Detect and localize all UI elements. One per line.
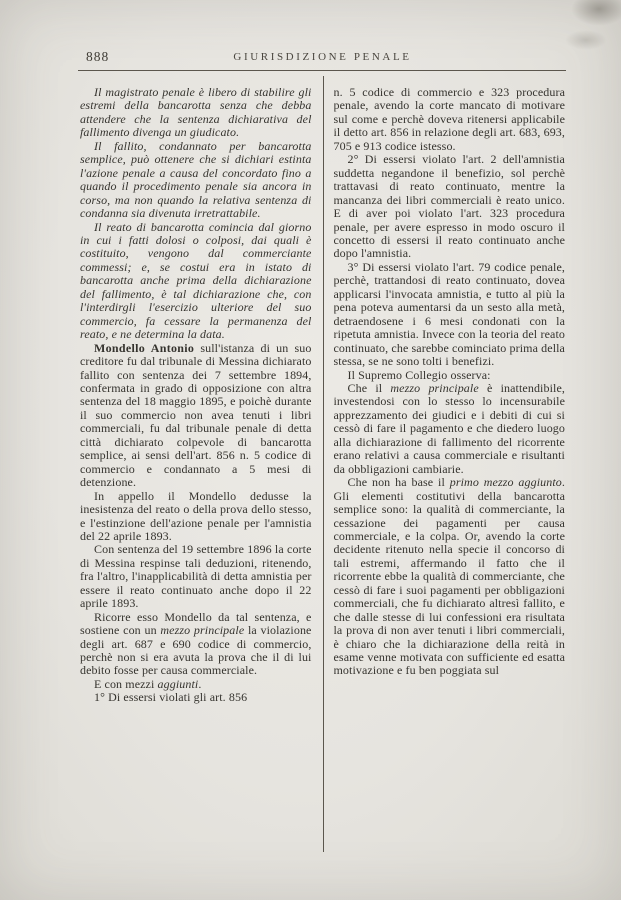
text-columns — [80, 76, 565, 856]
paragraph: E con mezzi aggiunti. — [94, 676, 202, 691]
scan-artifact — [565, 30, 607, 50]
paragraph: Ricorre esso Mondello da tal sentenza, e sostiene con un mezzo principale la violazione degli art. 687 e 690 codice di commercio, perchè non si era avuta la prova che il di lui debito fosse per causa commerciale. — [80, 609, 312, 678]
right-column — [334, 76, 566, 856]
page-number: 888 — [86, 49, 110, 64]
column-divider — [323, 76, 324, 852]
paragraph: 3° Di essersi violato l'art. 79 codice penale, perchè, trattandosi di reato continuato, dovea applicarsi l'invocata amnistia, e tutto al più la pena poteva aumentarsi da un sesto alla metà, detraendosene i 6 mesi condonati con la ripetuta amnistia. Invece con la teoria del reato continuato, che sarebbe cominciato prima della stessa, se ne sono tolti i benefizi. — [333, 259, 565, 369]
paragraph: Che il mezzo principale è inattendibile, investendosi con lo stesso lo incensurabile apprezzamento dei giudici e i debiti di cui si cessò di fare il pagamento e che diedero luogo alla dichiarazione di fallimento del ricorrente erano relativi a causa commerciale e risultanti da obbligazioni cambiarie. — [333, 380, 565, 476]
paragraph: Il Supremo Collegio osserva: — [347, 367, 491, 382]
paragraph: Che non ha base il primo mezzo aggiunto. Gli elementi costitutivi della bancarotta semplice sono: la qualità di commerciante, la cessazione dei pagamenti per causa commerciale, e la colpa. Or, avendo la corte decidente ritenuto nella specie il concorso di tali estremi, affermando il fatto che il ricorrente ebbe la qualità di commerciante, che cessò di fare i suoi pagamenti per obbligazioni commerciali, che fu dichiarato altresì fallito, e che dalle stesse di lui confessioni era risultata la prova di non aver tenuti i libri commerciali, è chiaro che la dichiarazione della reità in esame venne motivata con sufficiente ed esatta motivazione e fu ben poggiata sul — [333, 475, 565, 678]
page-header — [80, 50, 565, 66]
paragraph: Mondello Antonio sull'istanza di un suo creditore fu dal tribunale di Messina dichiarato fallito con sentenza dei 7 settembre 1894, confermata in grado di opposizione con altra sentenza del 18 maggio 1895, e poichè durante il suo commercio non avea tenuti i libri commerciali, fu dal tribunale penale di detta città dichiarato colpevole di bancarotta semplice, ai sensi dell'art. 856 n. 5 codice di commercio e condannato a 5 mesi di detenzione. — [80, 340, 312, 490]
running-title: GIURISDIZIONE PENALE — [233, 51, 412, 63]
paragraph: Il fallito, condannato per bancarotta semplice, può ottenere che si dichiari estinta l'azione penale a causa del concordato fino a quando il procedimento penale sia ancora in corso, ma non quando la relativa sentenza di condanna sia divenuta irretrattabile. — [80, 138, 312, 221]
paragraph: Con sentenza del 19 settembre 1896 la corte di Messina respinse tali deduzioni, ritenendo, fra l'altro, l'inapplicabilità di detta amnistia per essere il reato continuato anche dopo il 22 aprile 1893. — [80, 542, 312, 611]
left-column — [80, 76, 312, 856]
paragraph: Il reato di bancarotta comincia dal giorno in cui i fatti dolosi o colposi, dai quali è costituito, vengono dal commerciante commessi; e, se costui era in istato di bancarotta anche prima della dichiarazione del fallimento, è tal dichiarazione che, con l'interdirgli l'esercizio ulteriore del suo commercio, fa cessare la permanenza del reato, e ne determina la data. — [80, 219, 312, 342]
paragraph: Il magistrato penale è libero di stabilire gli estremi della bancarotta senza che debba attendere che la sentenza dichiarativa del fallimento divenga un giudicato. — [80, 85, 312, 140]
paragraph: n. 5 codice di commercio e 323 procedura penale, avendo la corte mancato di motivare sul come e perchè doveva ritenersi applicabile il detto art. 856 in relazione degli art. 683, 693, 705 e 913 codice istesso. — [333, 85, 565, 153]
paragraph: In appello il Mondello dedusse la inesistenza del reato o della prova dello stesso, e l'estinzione dell'azione penale per l'amnistia del 22 aprile 1893. — [80, 488, 312, 543]
scan-artifact — [571, 0, 621, 26]
paragraph: 2° Di essersi violato l'art. 2 dell'amnistia suddetta negandone il benefizio, sol perchè trattavasi di reato continuato, mentre la mancanza dei libri commerciali è reato unico. E di aver poi violato l'art. 323 procedura penale, per avere espresso in modo oscuro il concetto di essersi il reato continuato anche dopo l'amnistia. — [333, 152, 565, 261]
paragraph: 1° Di essersi violati gli art. 856 — [94, 690, 248, 705]
header-rule — [78, 70, 566, 71]
